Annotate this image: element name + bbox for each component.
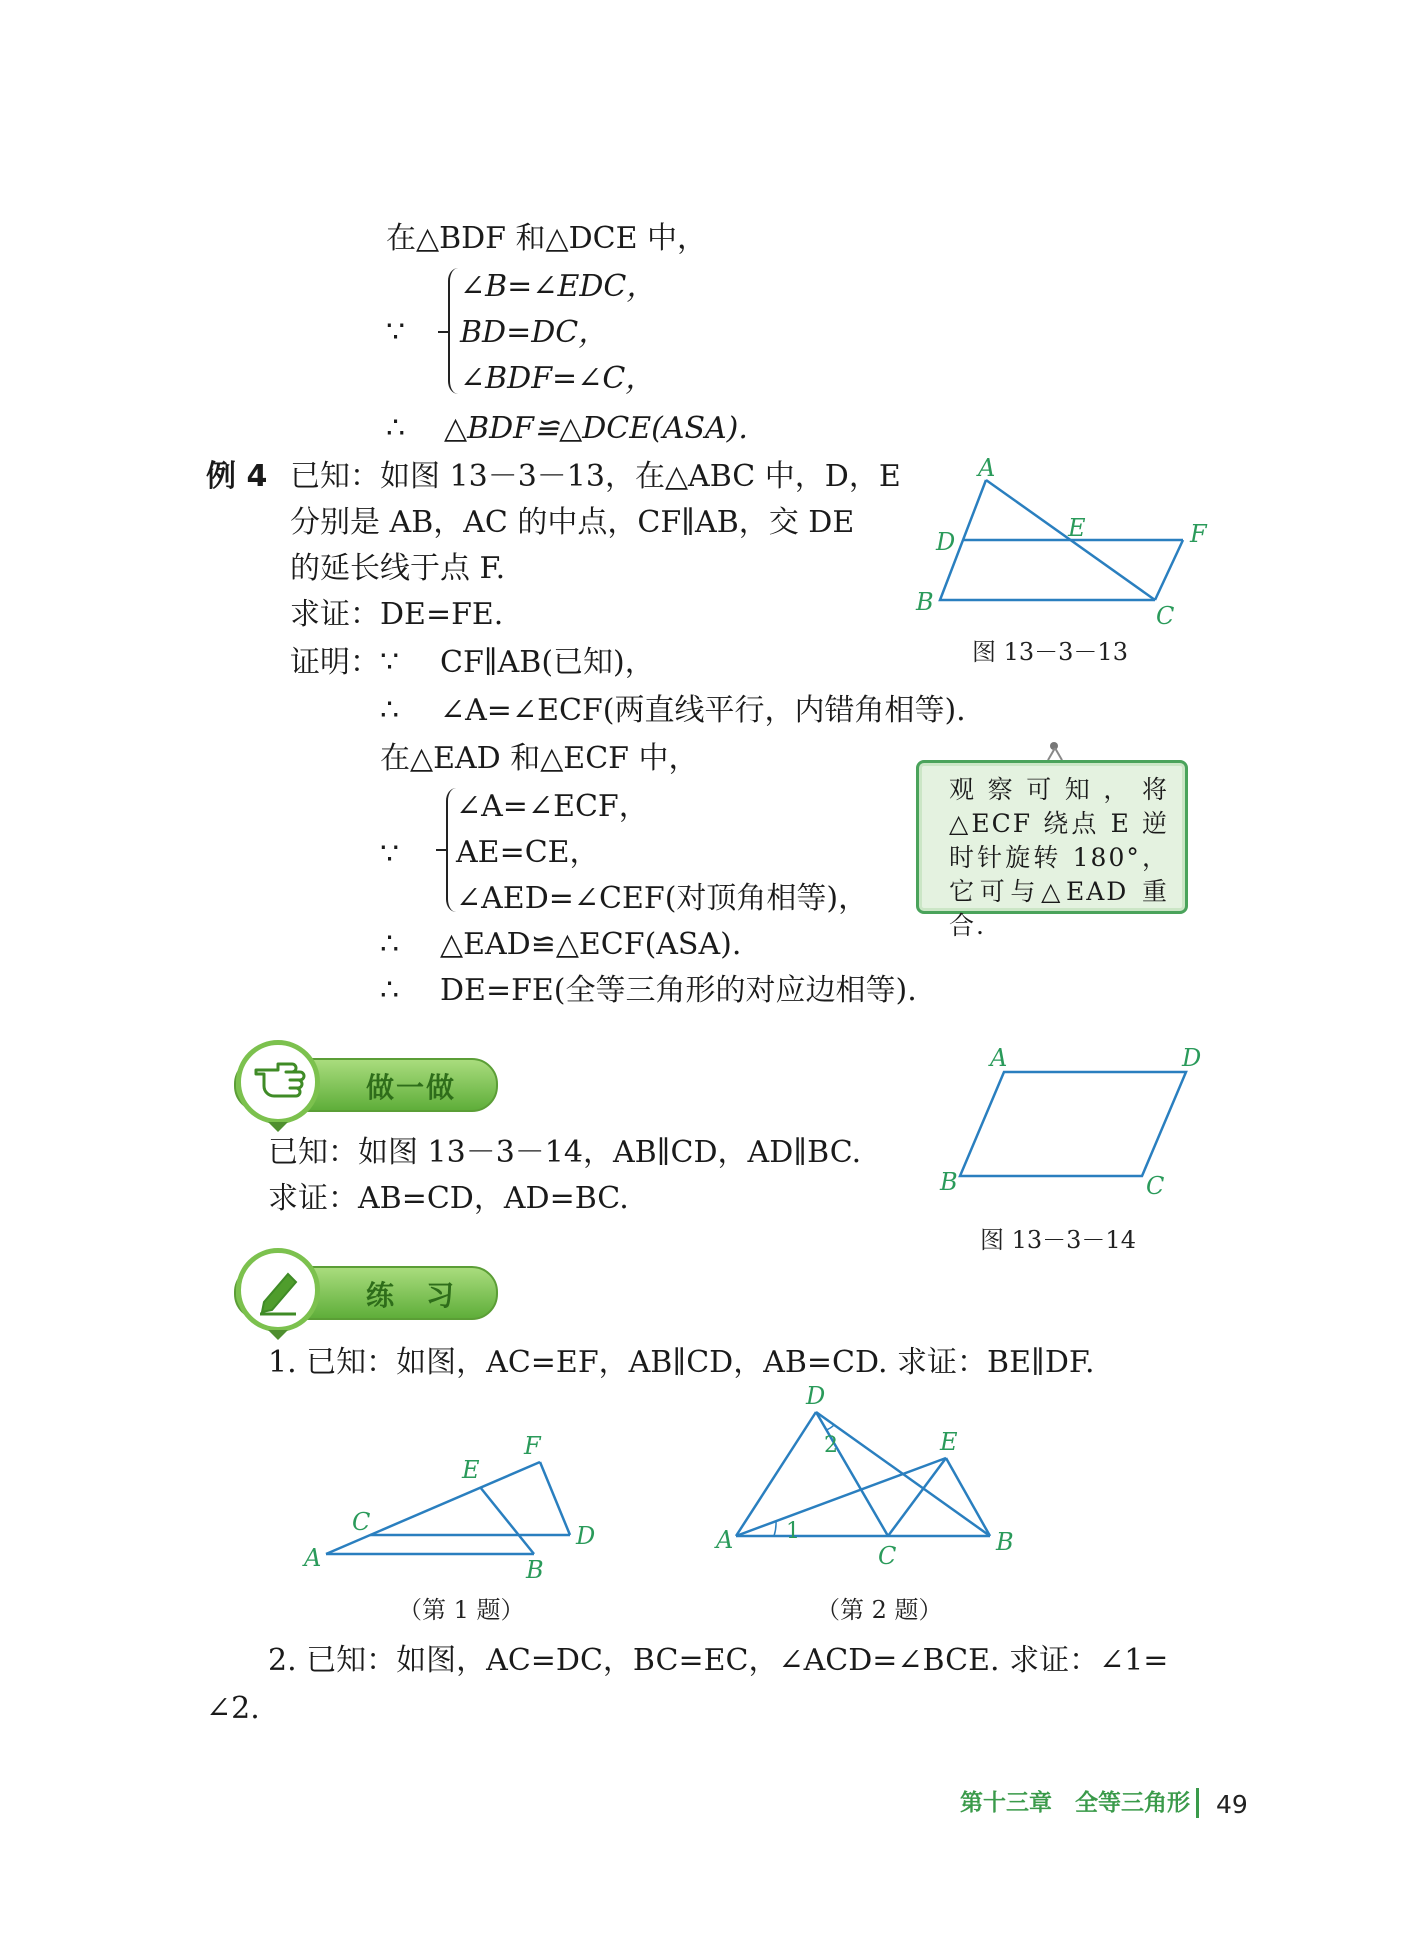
point-label-a: A (978, 454, 996, 482)
condition: ∠AED=∠CEF(对顶角相等)， (456, 881, 869, 916)
brace (448, 268, 458, 394)
condition: ∠BDF=∠C， (460, 361, 656, 396)
point-label-d: D (576, 1522, 596, 1550)
figure-13-3-13 (910, 450, 1230, 630)
point-label-c: C (352, 1508, 371, 1536)
banner-arrow (268, 1330, 288, 1340)
point-label-c: C (878, 1542, 897, 1570)
point-label-b: B (916, 588, 934, 616)
given-text: 已知：如图 13－3－13，在△ABC 中，D，E (290, 459, 901, 494)
line-eb (946, 1458, 990, 1536)
string-decoration (1054, 748, 1063, 761)
condition: AE=CE， (456, 835, 600, 870)
brace-tip (436, 849, 446, 851)
brace (446, 788, 456, 912)
point-label-a: A (304, 1544, 322, 1572)
therefore-symbol: ∴ (380, 693, 400, 728)
point-label-f: F (1190, 520, 1207, 548)
proof-line: △EAD≌△ECF(ASA). (440, 927, 742, 962)
because-symbol: ∵ (380, 837, 400, 872)
point-label-a: A (990, 1044, 1008, 1072)
therefore-symbol: ∴ (380, 927, 400, 962)
figure-question-2 (710, 1380, 1040, 1580)
point-label-b: B (940, 1168, 958, 1196)
prove-text: 求证：DE=FE. (290, 597, 504, 632)
point-label-b: B (996, 1528, 1014, 1556)
do-it-banner (206, 1048, 496, 1112)
point-label-e: E (940, 1428, 958, 1456)
practice-question-1: 1. 已知：如图，AC=EF，AB∥CD，AB=CD. 求证：BE∥DF. (268, 1345, 1095, 1380)
practice-banner (206, 1256, 496, 1320)
line-cf (1155, 540, 1183, 600)
proof-line: DE=FE(全等三角形的对应边相等). (440, 973, 917, 1008)
point-label-e: E (1068, 514, 1086, 542)
proof-line: ∠A=∠ECF(两直线平行，内错角相等). (440, 693, 966, 728)
point-label-e: E (462, 1456, 480, 1484)
page-number: 49 (1216, 1790, 1248, 1819)
condition: BD=DC， (460, 315, 609, 350)
point-label-d: D (1182, 1044, 1202, 1072)
given-text: 分别是 AB，AC 的中点，CF∥AB，交 DE (290, 505, 855, 540)
practice-question-2: 2. 已知：如图，AC=DC，BC=EC，∠ACD=∠BCE. 求证：∠1= (268, 1643, 1169, 1678)
point-label-c: C (1156, 602, 1175, 630)
banner-icon-circle (236, 1040, 320, 1124)
string-decoration (1047, 748, 1056, 761)
banner-arrow (268, 1122, 288, 1132)
point-label-d: D (936, 528, 956, 556)
because-symbol: ∵ (380, 645, 400, 680)
condition: ∠A=∠ECF， (456, 789, 649, 824)
proof-head: 证明： (290, 645, 380, 680)
line-dc (816, 1412, 888, 1536)
point-label-f: F (524, 1432, 541, 1460)
given-text: 的延长线于点 F. (290, 551, 506, 586)
angle-label-1: 1 (786, 1519, 800, 1544)
brace-tip (438, 331, 448, 333)
proof-line: 在△EAD 和△ECF 中， (380, 741, 699, 776)
condition: ∠B=∠EDC， (460, 269, 657, 304)
point-label-c: C (1146, 1172, 1165, 1200)
tip-note: 观察可知，将△ECF 绕点 E 逆时针旋转 180°，它可与△EAD 重合. (916, 760, 1188, 914)
given-text: 已知：如图 13－3－14，AB∥CD，AD∥BC. (268, 1135, 862, 1170)
figure-13-3-14 (920, 1040, 1220, 1200)
footer-divider (1196, 1788, 1199, 1818)
angle-2-arc (826, 1425, 834, 1430)
pencil-icon (252, 1264, 304, 1316)
conclusion: △BDF≌△DCE(ASA). (444, 411, 748, 446)
therefore-symbol: ∴ (386, 411, 406, 446)
parallelogram-abcd (960, 1072, 1186, 1176)
line-eb (480, 1487, 534, 1554)
because-symbol: ∵ (386, 315, 406, 350)
figure-caption: 图 13－3－14 (980, 1226, 1136, 1254)
line-ad (736, 1412, 816, 1536)
prove-text: 求证：AB=CD，AD=BC. (268, 1181, 629, 1216)
example-label: 例 4 (206, 459, 268, 494)
banner-title: 做一做 (366, 1071, 457, 1104)
figure-question-1 (290, 1420, 620, 1580)
angle-label-2: 2 (824, 1433, 838, 1458)
figure-caption: （第 2 题） (816, 1596, 943, 1624)
therefore-symbol: ∴ (380, 973, 400, 1008)
point-label-d: D (806, 1382, 826, 1410)
proof-line: 在△BDF 和△DCE 中， (386, 221, 708, 256)
figure-caption: （第 1 题） (398, 1596, 525, 1624)
chapter-title: 第十三章 全等三角形 (960, 1790, 1190, 1816)
line-fd (540, 1462, 570, 1535)
banner-title: 练 习 (366, 1279, 457, 1312)
hand-icon (250, 1058, 306, 1106)
figure-caption: 图 13－3－13 (972, 638, 1128, 666)
point-label-b: B (526, 1556, 544, 1580)
point-label-a: A (716, 1526, 734, 1554)
proof-line: CF∥AB(已知)， (440, 645, 655, 680)
practice-question-2-cont: ∠2. (206, 1691, 260, 1726)
line-ae (736, 1458, 946, 1536)
banner-icon-circle (236, 1248, 320, 1332)
angle-1-arc (774, 1521, 776, 1536)
